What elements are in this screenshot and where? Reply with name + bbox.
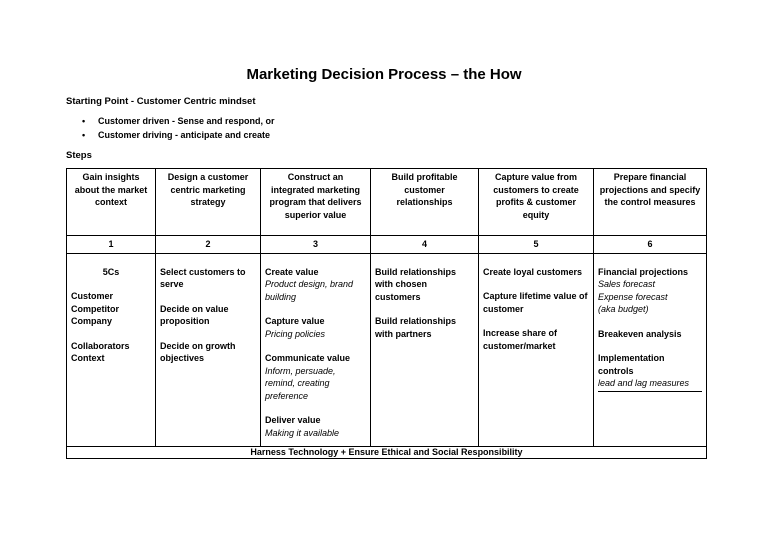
col4-cell: Build relationships with chosen customers Build relationships with partners [371, 253, 479, 446]
step-header-2: Design a customer centric marketing strategy [156, 169, 261, 236]
step-number-4: 4 [371, 236, 479, 254]
step-number-3: 3 [261, 236, 371, 254]
step-number-row [67, 236, 707, 254]
step-header-6: Prepare financial projections and specify the control measures [594, 169, 707, 236]
footer-row [67, 446, 707, 458]
step-number-5: 5 [479, 236, 594, 254]
page-title: Marketing Decision Process – the How [246, 66, 522, 83]
steps-label: Steps [66, 150, 92, 161]
starting-point-label: Starting Point - Customer Centric mindset [66, 96, 256, 107]
content-row [67, 253, 707, 446]
step-number-2: 2 [156, 236, 261, 254]
footer-text: Harness Technology + Ensure Ethical and Social Responsibility [67, 446, 707, 458]
col5-cell: Create loyal customers Capture lifetime value of customer Increase share of customer/market [479, 253, 594, 446]
step-header-5: Capture value from customers to create profits & customer equity [479, 169, 594, 236]
list-item: • Customer driving - anticipate and create [82, 128, 275, 142]
step-header-1: Gain insights about the market context [67, 169, 156, 236]
step-header-3: Construct an integrated marketing program that delivers superior value [261, 169, 371, 236]
header-row [67, 169, 707, 236]
step-header-4: Build profitable customer relationships [371, 169, 479, 236]
col6-cell: Financial projections Sales forecast Expense forecast (aka budget) Breakeven analysis Implementation controls lead and lag measures [594, 253, 707, 446]
col3-cell: Create value Product design, brand building Capture value Pricing policies Communicate value Inform, persuade, remind, creating preference Deliver value Making it available [261, 253, 371, 446]
step-number-6: 6 [594, 236, 707, 254]
process-table [66, 168, 707, 459]
step-number-1: 1 [67, 236, 156, 254]
five-cs-heading: 5Cs [102, 266, 120, 277]
mindset-list [82, 114, 275, 142]
list-item: • Customer driven - Sense and respond, or [82, 114, 275, 128]
col1-cell: 5Cs Customer Competitor Company Collaborators Context [67, 253, 156, 446]
col2-cell: Select customers to serve Decide on value proposition Decide on growth objectives [156, 253, 261, 446]
